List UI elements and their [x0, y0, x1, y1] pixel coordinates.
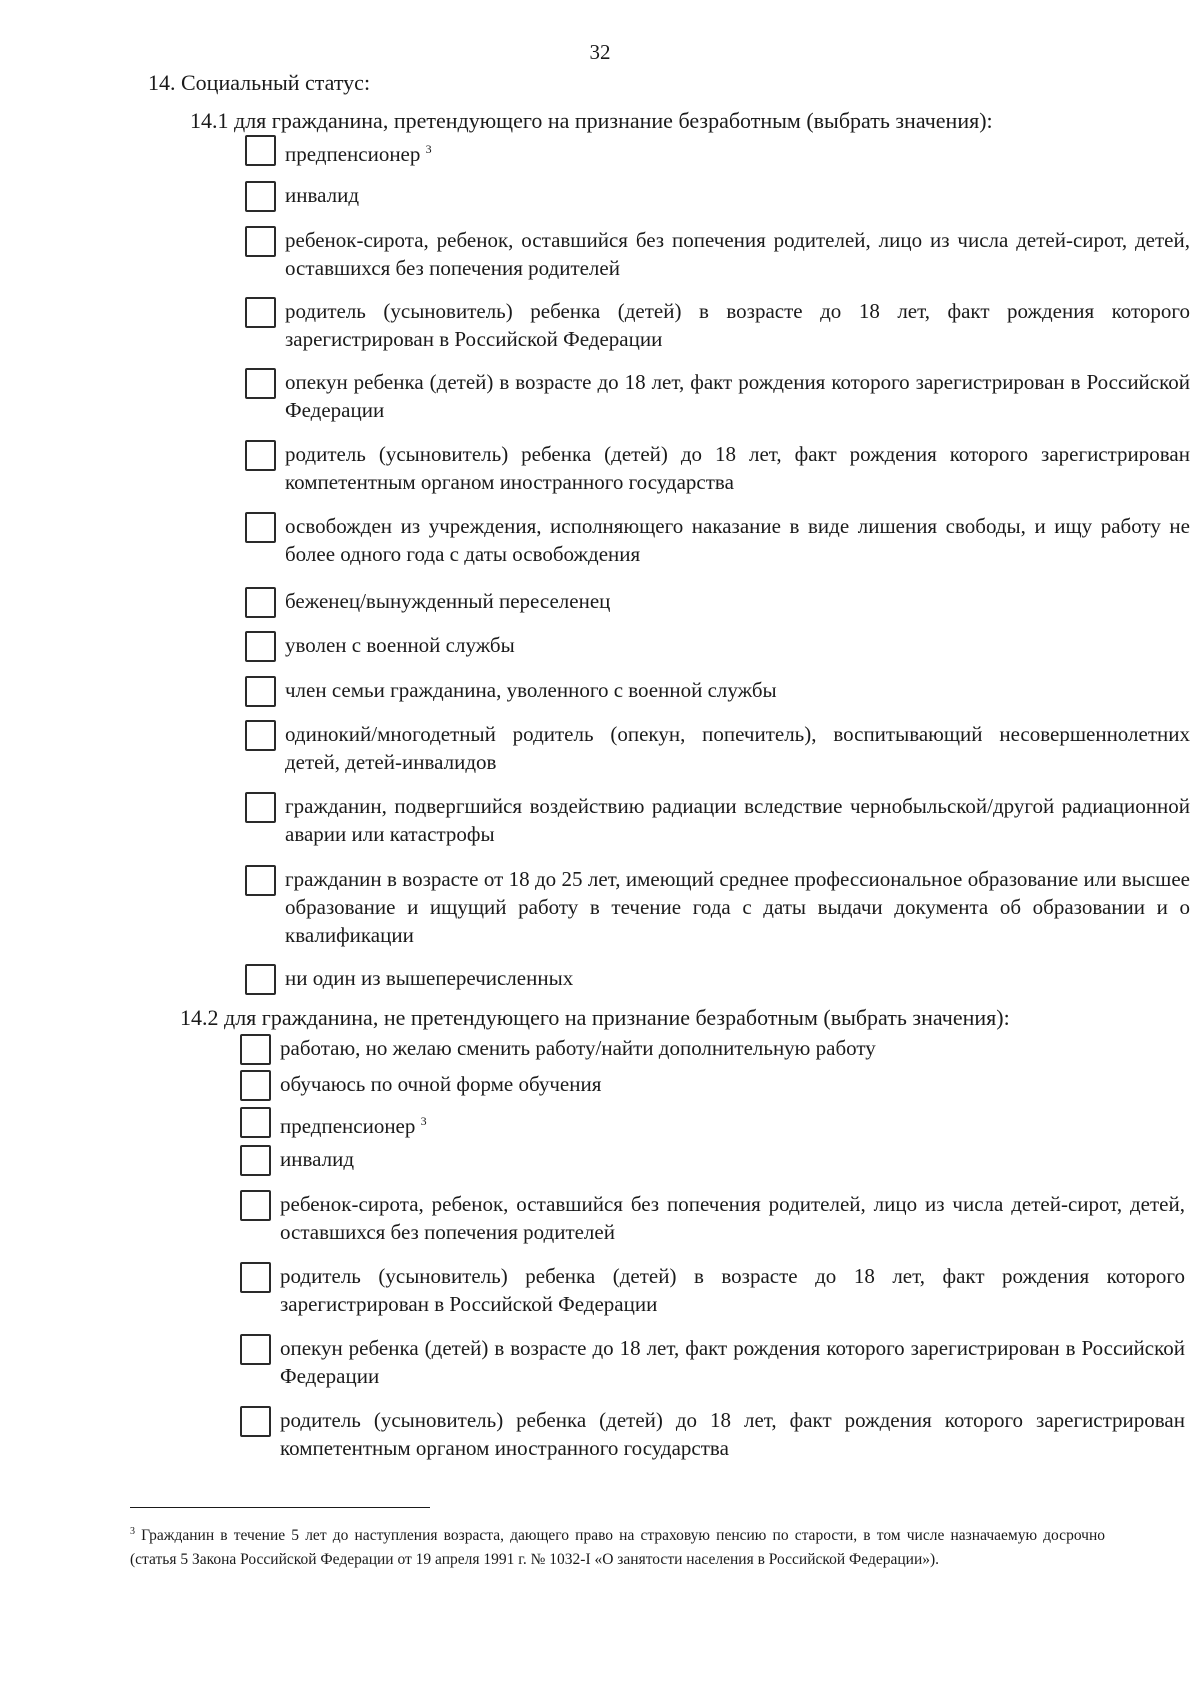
checkbox[interactable] [240, 1070, 271, 1101]
option-group1[interactable] [245, 297, 1190, 353]
checkbox[interactable] [245, 720, 276, 751]
option-label: член семьи гражданина, уволенного с военной службы [285, 678, 777, 702]
option-group1[interactable] [245, 368, 1190, 424]
option-group1[interactable] [245, 865, 1190, 949]
checkbox[interactable] [245, 964, 276, 995]
option-label: родитель (усыновитель) ребенка (детей) до 18 лет, факт рождения которого зарегистрирован компетентным органом иностранного государства [280, 1408, 1185, 1460]
checkbox[interactable] [245, 297, 276, 328]
checkbox[interactable] [245, 587, 276, 618]
checkbox[interactable] [245, 368, 276, 399]
footnote-text: Гражданин в течение 5 лет до наступления возраста, дающего право на страховую пенсию по старости, в том числе назначаемую досрочно (статья 5 Закона Российской Федерации от 19 апреля 1991 г. № 1032-I «О занятости населения в Российской Федерации»). [130, 1527, 1106, 1569]
footnote-marker: 3 [130, 1526, 135, 1537]
option-group2[interactable] [240, 1406, 1185, 1462]
option-group2[interactable] [240, 1190, 1185, 1246]
option-group1[interactable] [245, 676, 1190, 707]
footnote [130, 1520, 1105, 1572]
checkbox[interactable] [245, 226, 276, 257]
option-group1[interactable] [245, 964, 1190, 995]
option-label: обучаюсь по очной форме обучения [280, 1072, 602, 1096]
option-group1[interactable] [245, 631, 1190, 662]
option-group2[interactable] [240, 1145, 1185, 1176]
option-group2[interactable] [240, 1107, 1185, 1140]
checkbox[interactable] [245, 865, 276, 896]
option-group1[interactable] [245, 792, 1190, 848]
option-label: родитель (усыновитель) ребенка (детей) до 18 лет, факт рождения которого зарегистрирован компетентным органом иностранного государства [285, 442, 1190, 494]
option-group1[interactable] [245, 587, 1190, 618]
group2-heading: 14.2 для гражданина, не претендующего на признание безработным (выбрать значения): [180, 1005, 1010, 1030]
option-group1[interactable] [245, 226, 1190, 282]
option-group1[interactable] [245, 720, 1190, 776]
option-label: работаю, но желаю сменить работу/найти дополнительную работу [280, 1036, 876, 1060]
option-group2[interactable] [240, 1334, 1185, 1390]
option-label: опекун ребенка (детей) в возрасте до 18 лет, факт рождения которого зарегистрирован в Российской Федерации [285, 370, 1190, 422]
option-label: уволен с военной службы [285, 633, 515, 657]
checkbox[interactable] [240, 1190, 271, 1221]
group1-heading: 14.1 для гражданина, претендующего на признание безработным (выбрать значения): [190, 108, 993, 133]
option-label: родитель (усыновитель) ребенка (детей) в возрасте до 18 лет, факт рождения которого зарегистрирован в Российской Федерации [285, 299, 1190, 351]
option-label: опекун ребенка (детей) в возрасте до 18 лет, факт рождения которого зарегистрирован в Российской Федерации [280, 1336, 1185, 1388]
option-label: предпенсионер $^3$ [285, 142, 432, 166]
option-label: предпенсионер $^3$ [280, 1114, 427, 1138]
checkbox[interactable] [240, 1334, 271, 1365]
checkbox[interactable] [240, 1034, 271, 1065]
checkbox[interactable] [240, 1262, 271, 1293]
option-label: ребенок-сирота, ребенок, оставшийся без попечения родителей, лицо из числа детей-сирот, детей, оставшихся без попечения родителей [285, 228, 1190, 280]
option-group1[interactable] [245, 440, 1190, 496]
checkbox[interactable] [245, 440, 276, 471]
option-group1[interactable] [245, 135, 1190, 168]
option-label: беженец/вынужденный переселенец [285, 589, 611, 613]
checkbox[interactable] [245, 676, 276, 707]
option-label: инвалид [285, 183, 360, 207]
footnote-divider [130, 1507, 430, 1508]
option-group2[interactable] [240, 1070, 1185, 1101]
option-label: гражданин в возрасте от 18 до 25 лет, имеющий среднее профессиональное образование или высшее образование и ищущий работу в течение года с даты выдачи документа об образовании и о квалификации [285, 867, 1190, 947]
checkbox[interactable] [245, 512, 276, 543]
option-label: освобожден из учреждения, исполняющего наказание в виде лишения свободы, и ищу работу не более одного года с даты освобождения [285, 514, 1190, 566]
option-label: инвалид [280, 1147, 355, 1171]
option-label: ребенок-сирота, ребенок, оставшийся без попечения родителей, лицо из числа детей-сирот, детей, оставшихся без попечения родителей [280, 1192, 1185, 1244]
section-title: 14. Социальный статус: [148, 70, 371, 95]
option-label: одинокий/многодетный родитель (опекун, попечитель), воспитывающий несовершеннолетних детей, детей-инвалидов [285, 722, 1190, 774]
checkbox[interactable] [245, 792, 276, 823]
option-label: родитель (усыновитель) ребенка (детей) в возрасте до 18 лет, факт рождения которого зарегистрирован в Российской Федерации [280, 1264, 1185, 1316]
checkbox[interactable] [245, 631, 276, 662]
checkbox[interactable] [240, 1145, 271, 1176]
checkbox[interactable] [245, 135, 276, 166]
option-group2[interactable] [240, 1034, 1185, 1065]
checkbox[interactable] [240, 1107, 271, 1138]
checkbox[interactable] [245, 181, 276, 212]
page-number: 32 [589, 40, 611, 64]
option-group1[interactable] [245, 512, 1190, 568]
option-label: ни один из вышеперечисленных [285, 966, 574, 990]
checkbox[interactable] [240, 1406, 271, 1437]
option-group1[interactable] [245, 181, 1190, 212]
option-label: гражданин, подвергшийся воздействию радиации вследствие чернобыльской/другой радиационной аварии или катастрофы [285, 794, 1190, 846]
option-group2[interactable] [240, 1262, 1185, 1318]
